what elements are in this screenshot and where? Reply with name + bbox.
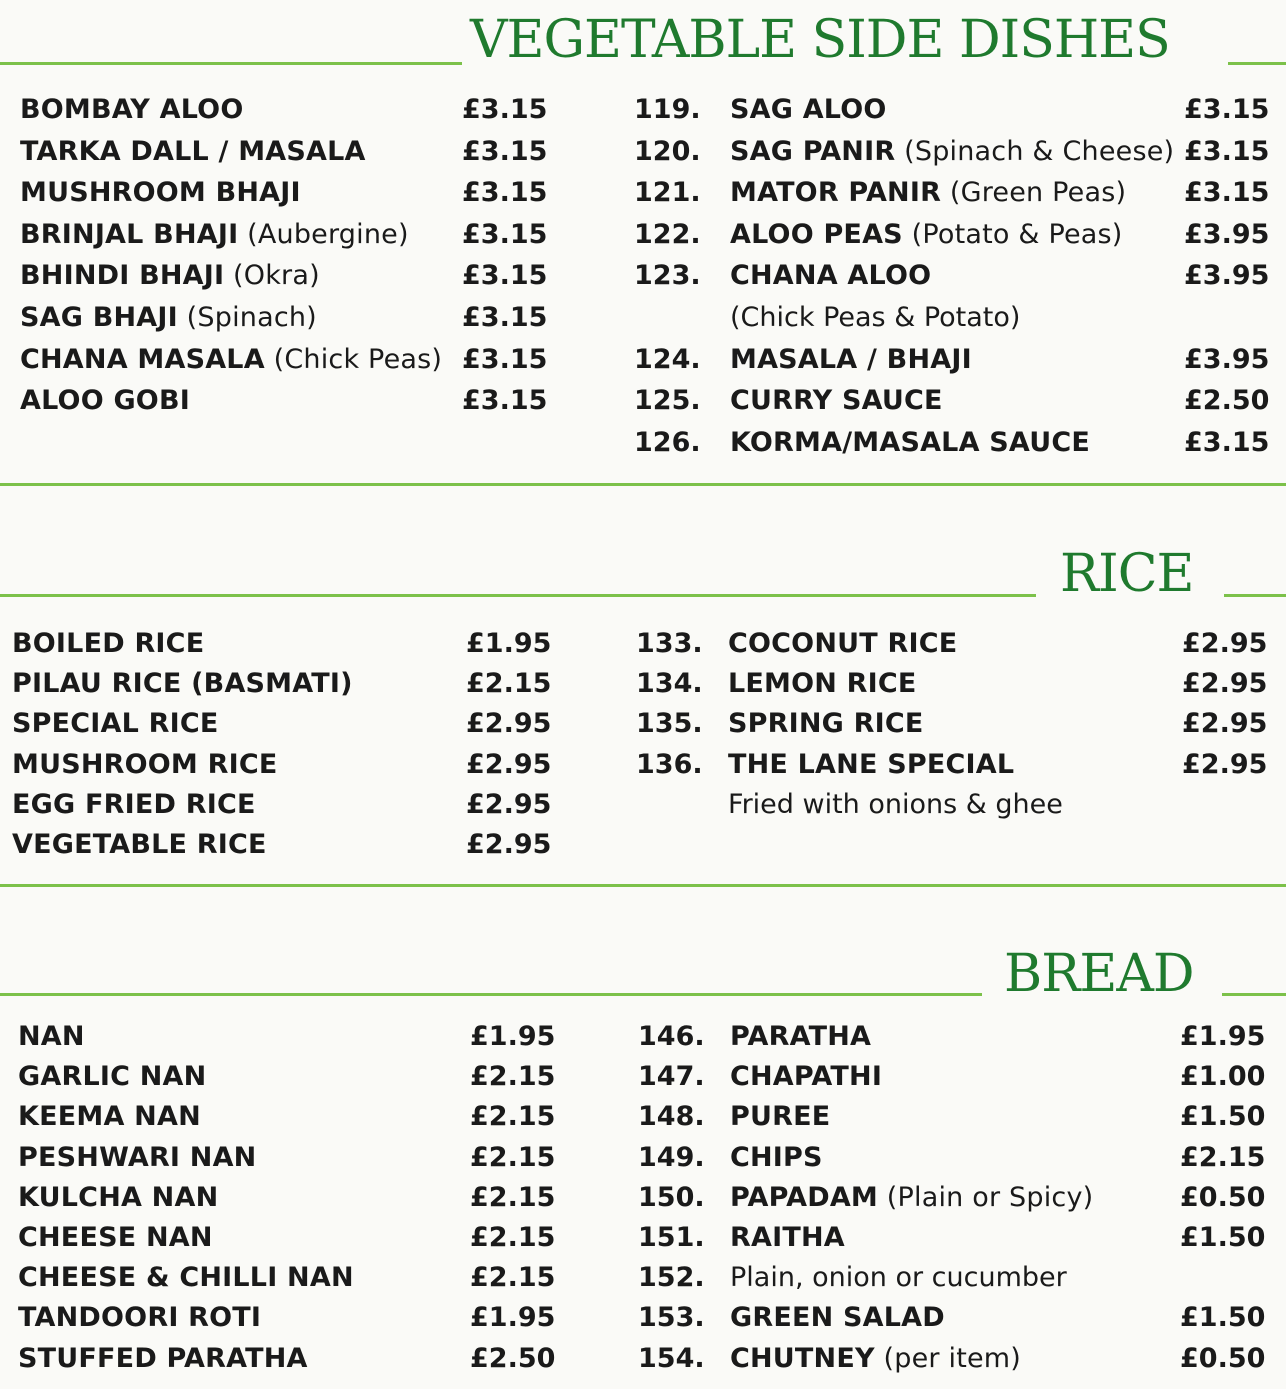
- item-price: £3.15: [462, 260, 548, 292]
- item-price: £3.15: [462, 135, 548, 167]
- item-name: MUSHROOM RICE: [12, 748, 278, 780]
- item-description: (Chick Peas): [264, 343, 443, 375]
- menu-item-name: [18, 1181, 219, 1213]
- item-price: £1.50: [1180, 1101, 1266, 1133]
- item-name: PILAU RICE (BASMATI): [12, 668, 353, 700]
- item-number: 133.: [636, 628, 703, 659]
- item-number: 149.: [638, 1141, 705, 1173]
- item-name: KORMA/MASALA SAUCE: [730, 426, 1090, 458]
- item-name: SPRING RICE: [728, 708, 924, 740]
- item-price: £3.15: [1184, 94, 1270, 125]
- item-price: £0.50: [1180, 1342, 1266, 1374]
- item-description: Fried with onions & ghee: [728, 788, 1063, 820]
- item-description: (Spinach): [177, 302, 317, 333]
- item-price: £2.50: [470, 1342, 556, 1374]
- item-price: £2.15: [470, 1262, 556, 1294]
- menu-item-name: [730, 1141, 823, 1173]
- item-number: 124.: [634, 343, 701, 375]
- item-name: TARKA DALL / MASALA: [20, 135, 366, 167]
- item-name: CHAPATHI: [730, 1061, 883, 1093]
- item-name: CHIPS: [730, 1141, 823, 1173]
- item-name: GREEN SALAD: [730, 1302, 945, 1334]
- item-name: THE LANE SPECIAL: [728, 748, 1015, 780]
- item-name: CHANA MASALA: [20, 343, 265, 375]
- item-price: £3.15: [462, 385, 548, 417]
- item-number: 125.: [634, 385, 701, 417]
- menu-item-name: [730, 1061, 883, 1093]
- menu-item-name: [730, 1101, 831, 1133]
- item-description: Plain, onion or cucumber: [730, 1262, 1067, 1294]
- menu-item-name: [18, 1101, 201, 1133]
- item-description: (Green Peas): [941, 177, 1127, 209]
- item-price: £1.95: [1180, 1021, 1266, 1052]
- item-name: BOMBAY ALOO: [20, 94, 244, 125]
- item-number: 147.: [638, 1061, 705, 1093]
- header-rule-left: [0, 993, 982, 996]
- item-price: £3.95: [1184, 218, 1270, 250]
- item-name: NAN: [18, 1021, 85, 1052]
- menu-item-name: [18, 1061, 207, 1093]
- item-name: MASALA / BHAJI: [730, 343, 972, 375]
- item-price: £3.15: [1184, 426, 1270, 458]
- item-name: MATOR PANIR: [730, 177, 942, 209]
- item-name: BHINDI BHAJI: [20, 260, 225, 292]
- item-number: 134.: [636, 668, 703, 700]
- item-description: (Chick Peas & Potato): [730, 302, 1021, 333]
- menu-item-name: [18, 1023, 85, 1050]
- item-name: LEMON RICE: [728, 668, 917, 700]
- item-description: (Spinach & Cheese): [895, 135, 1175, 167]
- item-name: SPECIAL RICE: [12, 708, 219, 740]
- item-price: £1.50: [1180, 1302, 1266, 1334]
- item-name: CHEESE NAN: [18, 1222, 213, 1253]
- item-name: GARLIC NAN: [18, 1061, 207, 1093]
- menu-item-name: [730, 1224, 845, 1251]
- item-price: £3.15: [462, 218, 548, 250]
- menu-item-name: [18, 1141, 257, 1173]
- menu-item-name: [18, 1262, 354, 1294]
- item-price: £1.00: [1180, 1061, 1266, 1093]
- item-price: £2.95: [466, 708, 552, 740]
- item-number: 119.: [634, 94, 701, 125]
- item-name: COCONUT RICE: [728, 628, 958, 659]
- item-name: PESHWARI NAN: [18, 1141, 257, 1173]
- item-number: 120.: [634, 135, 701, 167]
- item-number: 135.: [636, 708, 703, 740]
- item-price: £2.15: [470, 1222, 556, 1253]
- section-title: BREAD: [1004, 944, 1194, 1004]
- menu-item-name: [18, 1342, 308, 1374]
- item-name: VEGETABLE RICE: [12, 829, 267, 860]
- item-name: SAG ALOO: [730, 94, 887, 125]
- menu-item-name: [18, 1302, 262, 1334]
- menu-item-name: [730, 1302, 945, 1334]
- item-description: (Potato & Peas): [902, 218, 1123, 250]
- item-number: 154.: [638, 1342, 705, 1374]
- item-name: ALOO PEAS: [730, 218, 903, 250]
- item-name: CURRY SAUCE: [730, 385, 943, 417]
- item-price: £1.95: [470, 1302, 556, 1334]
- item-price: £1.95: [466, 628, 552, 659]
- item-name: ALOO GOBI: [20, 385, 190, 417]
- item-price: £3.15: [462, 94, 548, 125]
- item-description: (per item): [874, 1342, 1022, 1374]
- item-name: MUSHROOM BHAJI: [20, 177, 301, 209]
- item-price: £2.95: [1182, 748, 1268, 780]
- section-title: RICE: [1060, 544, 1194, 604]
- item-number: 151.: [638, 1222, 705, 1253]
- header-rule-right: [1222, 993, 1286, 996]
- item-number: 153.: [638, 1302, 705, 1334]
- item-price: £3.15: [462, 302, 548, 333]
- item-number: 121.: [634, 177, 701, 209]
- item-price: £3.95: [1184, 343, 1270, 375]
- item-price: £2.15: [470, 1141, 556, 1173]
- menu-item-name: [730, 1342, 1022, 1374]
- item-price: £3.95: [1184, 260, 1270, 292]
- item-name: EGG FRIED RICE: [12, 788, 256, 820]
- item-name: TANDOORI ROTI: [18, 1302, 262, 1334]
- item-description: (Plain or Spicy): [878, 1181, 1094, 1213]
- item-price: £2.95: [1182, 628, 1268, 659]
- item-number: 122.: [634, 218, 701, 250]
- item-price: £2.50: [1184, 385, 1270, 417]
- item-description: (Okra): [224, 260, 320, 292]
- item-price: £2.15: [470, 1101, 556, 1133]
- menu-item-name: [18, 1224, 213, 1251]
- item-number: 126.: [634, 426, 701, 458]
- item-number: 150.: [638, 1181, 705, 1213]
- item-price: £2.15: [470, 1061, 556, 1093]
- item-name: KEEMA NAN: [18, 1101, 201, 1133]
- item-name: BOILED RICE: [12, 628, 205, 659]
- item-description: (Aubergine): [238, 218, 409, 250]
- item-number: 152.: [638, 1262, 705, 1294]
- item-name: PAPADAM: [730, 1181, 878, 1213]
- item-name: STUFFED PARATHA: [18, 1342, 308, 1374]
- item-name: CHANA ALOO: [730, 260, 932, 292]
- item-price: £2.15: [1180, 1141, 1266, 1173]
- item-name: SAG BHAJI: [20, 302, 178, 333]
- item-number: 146.: [638, 1021, 705, 1052]
- item-name: SAG PANIR: [730, 135, 896, 167]
- item-price: £3.15: [462, 343, 548, 375]
- item-name: BRINJAL BHAJI: [20, 218, 239, 250]
- item-price: £2.95: [1182, 708, 1268, 740]
- item-price: £2.15: [470, 1181, 556, 1213]
- item-price: £3.15: [1184, 135, 1270, 167]
- item-price: £3.15: [462, 177, 548, 209]
- menu-item-name: [730, 1181, 1094, 1213]
- section-title: VEGETABLE SIDE DISHES: [470, 10, 1170, 70]
- item-name: PUREE: [730, 1101, 831, 1133]
- item-name: RAITHA: [730, 1222, 845, 1253]
- menu-item-name: [730, 1023, 871, 1050]
- item-name: KULCHA NAN: [18, 1181, 219, 1213]
- item-price: £1.95: [470, 1021, 556, 1052]
- item-number: 136.: [636, 748, 703, 780]
- item-name: CHEESE & CHILLI NAN: [18, 1262, 354, 1294]
- item-name: CHUTNEY: [730, 1342, 875, 1374]
- item-price: £2.15: [466, 668, 552, 700]
- item-price: £2.95: [466, 788, 552, 820]
- item-price: £0.50: [1180, 1181, 1266, 1213]
- item-number: 148.: [638, 1101, 705, 1133]
- item-name: PARATHA: [730, 1021, 872, 1052]
- item-price: £2.95: [1182, 668, 1268, 700]
- item-price: £3.15: [1184, 177, 1270, 209]
- item-price: £2.95: [466, 829, 552, 860]
- item-price: £2.95: [466, 748, 552, 780]
- item-price: £1.50: [1180, 1222, 1266, 1253]
- item-number: 123.: [634, 260, 701, 292]
